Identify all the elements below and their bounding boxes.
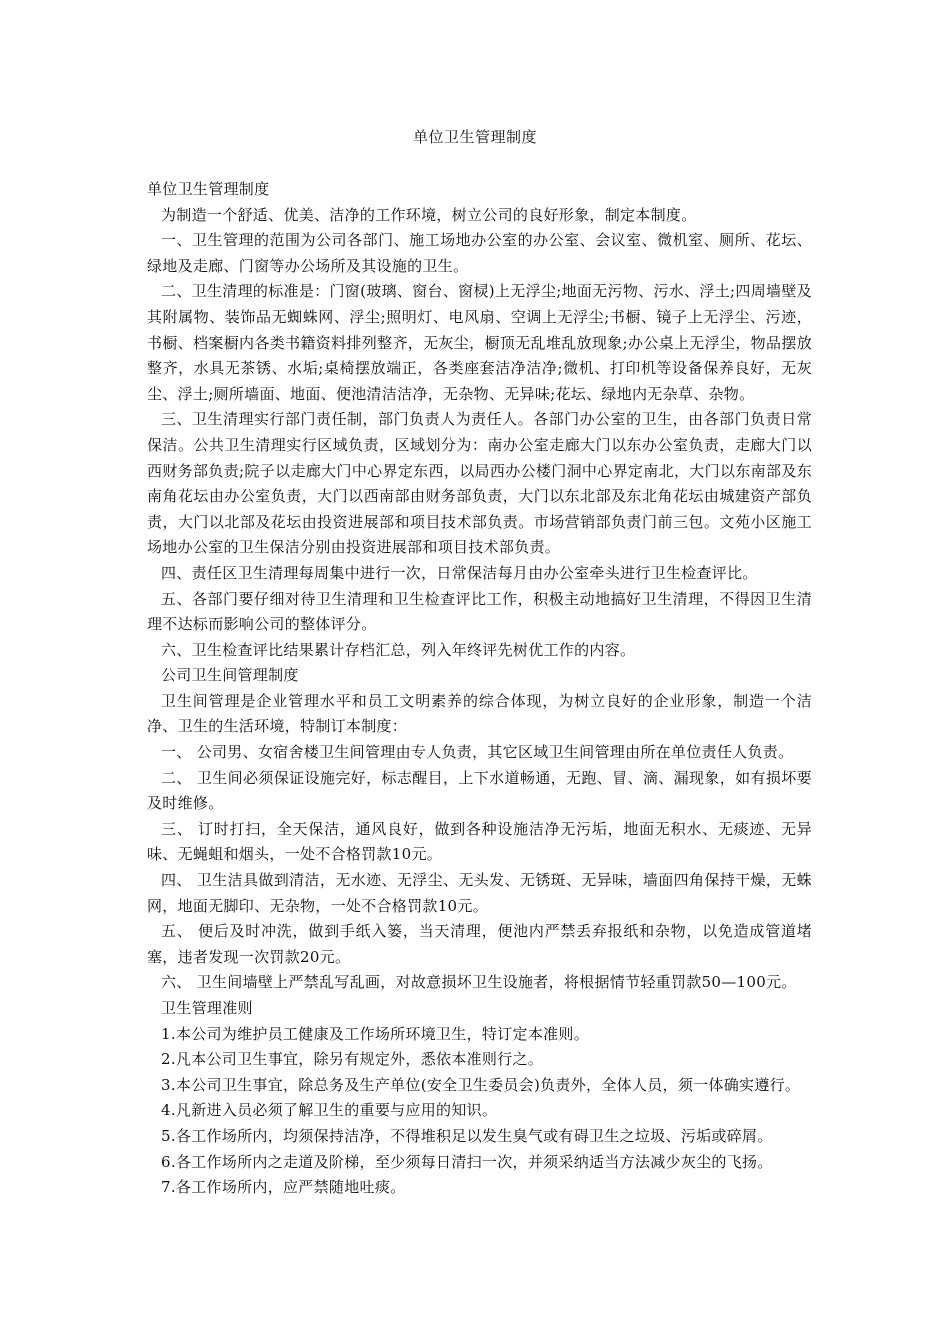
document-body [147,177,812,1201]
paragraph: 六、 卫生间墙壁上严禁乱写乱画，对故意损坏卫生设施者，将根据情节轻重罚款50—100元。 [161,973,797,992]
paragraph: 三、 订时打扫，全天保洁，通风良好，做到各种设施洁净无污垢，地面无积水、无痰迹、无异味、无蝇蛆和烟头，一处不合格罚款10元。 [147,819,812,864]
paragraph: 五、各部门要仔细对待卫生清理和卫生检查评比工作，积极主动地搞好卫生清理，不得因卫生清理不达标而影响公司的整体评分。 [147,589,812,634]
paragraph: 卫生间管理是企业管理水平和员工文明素养的综合体现，为树立良好的企业形象，制造一个洁净、卫生的生活环境，特制订本制度： [147,691,812,736]
paragraph: 7.各工作场所内，应严禁随地吐痰。 [161,1178,406,1197]
paragraph: 一、卫生管理的范围为公司各部门、施工场地办公室的办公室、会议室、微机室、厕所、花坛、绿地及走廊、门窗等办公场所及其设施的卫生。 [147,231,812,275]
paragraph: 为制造一个舒适、优美、洁净的工作环境，树立公司的良好形象，制定本制度。 [161,205,697,224]
paragraph: 2.凡本公司卫生事宜，除另有规定外，悉依本准则行之。 [161,1050,544,1069]
paragraph: 1.本公司为维护员工健康及工作场所环境卫生，特订定本准则。 [161,1024,590,1043]
paragraph: 四、 卫生洁具做到清洁，无水迹、无浮尘、无头发、无锈斑、无异味，墙面四角保持干燥，无蛛网，地面无脚印、无杂物，一处不合格罚款10元。 [147,871,812,915]
paragraph: 一、 公司男、女宿舍楼卫生间管理由专人负责，其它区域卫生间管理由所在单位责任人负责。 [161,743,794,762]
section-heading: 单位卫生管理制度 [147,180,270,198]
paragraph: 六、卫生检查评比结果累计存档汇总，列入年终评先树优工作的内容。 [161,640,636,659]
paragraph: 四、责任区卫生清理每周集中进行一次，日常保洁每月由办公室牵头进行卫生检查评比。 [161,563,758,582]
paragraph: 3.本公司卫生事宜，除总务及生产单位(安全卫生委员会)负责外，全体人员，须一体确实遵行。 [161,1075,801,1094]
paragraph: 五、 便后及时冲洗，做到手纸入篓，当天清理，便池内严禁丢弃报纸和杂物，以免造成管道堵塞，违者发现一次罚款20元。 [147,922,812,966]
paragraph: 二、卫生清理的标准是：门窗(玻璃、窗台、窗棂)上无浮尘;地面无污物、污水、浮土;四周墙壁及其附属物、装饰品无蜘蛛网、浮尘;照明灯、电风扇、空调上无浮尘;书橱、镜子上无浮尘、污迹，书橱、档案橱内各类书籍资料排列整齐，无灰尘，橱顶无乱堆乱放现象;办公桌上无浮尘，物品摆放整齐，水具无茶锈、水垢;桌椅摆放端正，各类座套洁净洁净;微机、打印机等设备保养良好，无灰尘、浮土;厕所墙面、地面、便池清洁洁净，无杂物、无异味;花坛、绿地内无杂草、杂物。 [147,282,812,403]
paragraph: 6.各工作场所内之走道及阶梯，至少须每日清扫一次，并须采纳适当方法减少灰尘的飞扬。 [161,1152,773,1171]
paragraph: 4.凡新进入员必须了解卫生的重要与应用的知识。 [161,1101,498,1120]
section-heading: 卫生管理准则 [161,999,253,1017]
section-heading: 公司卫生间管理制度 [161,666,299,685]
paragraph: 二、 卫生间必须保证设施完好，标志醒目，上下水道畅通，无跑、冒、滴、漏现象，如有损坏要及时维修。 [147,768,812,813]
document-title: 单位卫生管理制度 [412,128,537,146]
paragraph: 三、卫生清理实行部门责任制，部门负责人为责任人。各部门办公室的卫生，由各部门负责日常保洁。公共卫生清理实行区域负责，区域划分为：南办公室走廊大门以东办公室负责，走廊大门以西财务部负责;院子以走廊大门中心界定东西，以局西办公楼门洞中心界定南北，大门以东南部及东南角花坛由办公室负责，大门以西南部由财务部负责，大门以东北部及东北角花坛由城建资产部负责，大门以北部及花坛由投资进展部和项目技术部负责。市场营销部负责门前三包。文苑小区施工场地办公室的卫生保洁分别由投资进展部和项目技术部负责。 [147,410,812,557]
paragraph: 5.各工作场所内，均须保持洁净，不得堆积足以发生臭气或有碍卫生之垃圾、污垢或碎屑。 [161,1126,773,1145]
